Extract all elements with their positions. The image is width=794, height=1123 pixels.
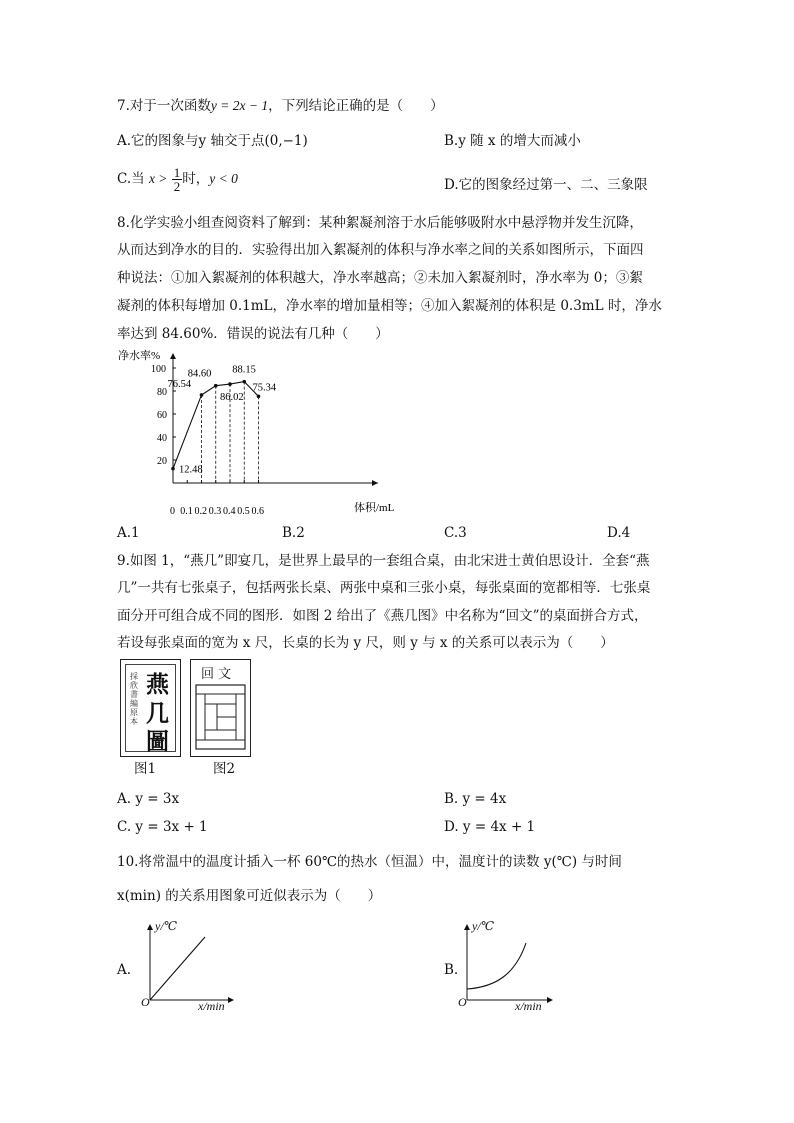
series-line	[173, 382, 259, 469]
data-label: 84.60	[187, 368, 212, 380]
q7-stem: 7.对于一次函数y = 2x − 1，下列结论正确的是（ ）	[117, 98, 444, 114]
x-tick-label: 0.3	[208, 506, 222, 517]
graph-a-plot	[115, 915, 245, 1015]
fraction-one-half: $\frac{1}{2}$	[173, 165, 181, 194]
data-label: 75.34	[252, 382, 277, 394]
data-label: 76.54	[167, 378, 192, 390]
x-tick-label: 0.6	[251, 506, 264, 517]
q9-line-4: 若设每张桌面的宽为 x 尺，长桌的长为 y 尺，则 y 与 x 的关系可以表示为（ ）	[117, 635, 614, 651]
figure-2-huiwen-layout	[190, 659, 251, 757]
graph-a-ylabel: y/℃	[155, 919, 178, 933]
x-tick-label: 0.5	[237, 506, 250, 517]
data-point	[228, 382, 232, 386]
q8-line-4: 凝剂的体积每增加 0.1mL，净水率的增加量相等；④加入絮凝剂的体积是 0.3mL 时，净水	[117, 298, 662, 314]
q8-line-1: 8.化学实验小组查阅资料了解到：某种絮凝剂溶于水后能够吸附水中悬浮物并发生沉降，	[117, 215, 643, 231]
data-point	[242, 380, 246, 384]
graph-a-origin: O	[141, 995, 150, 1009]
q9-line-1: 9.如图 1，“燕几”即宴几，是世界上最早的一套组合桌，由北宋进士黄伯思设计．全套“燕	[117, 553, 650, 569]
q9-option-b[interactable]: B. y = 4x	[444, 791, 507, 807]
x-tick-label: 0.2	[194, 506, 207, 517]
q9-line-3: 面分开可组合成不同的图形．如图 2 给出了《燕几图》中名称为“回文”的桌面拼合方式，	[117, 608, 648, 624]
graph-b-origin: O	[458, 995, 467, 1009]
q7-option-d[interactable]: D.它的图象经过第一、二、三象限	[444, 177, 648, 193]
fig1-title-char-2: 几	[146, 700, 169, 727]
q7-option-a[interactable]: A.它的图象与y 轴交于点(0,−1)	[117, 133, 308, 149]
q10-line-2: x(min) 的关系用图象可近似表示为（ ）	[117, 888, 382, 904]
q9-line-2: 几”一共有七张桌子，包括两张长桌、两张中桌和三张小桌，每张桌面的宽都相等．七张桌	[117, 580, 651, 596]
q8-line-2: 从而达到净水的目的．实验得出加入絮凝剂的体积与净水率之间的关系如图所示，下面四	[117, 242, 644, 258]
y-tick-label: 20	[157, 456, 167, 467]
data-point	[257, 395, 261, 399]
fig1-side-text: 採 欣 書 編 原 本	[130, 672, 138, 726]
graph-b-ylabel: y/℃	[472, 919, 495, 933]
x-tick-label: 0	[170, 506, 175, 517]
figure-1-yanji-book-cover	[120, 659, 181, 757]
fig2-title: 回 文	[201, 667, 232, 682]
data-point	[200, 393, 204, 397]
graph-a-xlabel: x/min	[198, 999, 225, 1013]
y-tick-label: 40	[157, 433, 167, 444]
data-point	[214, 384, 218, 388]
x-axis-arrow	[372, 480, 378, 486]
data-label: 12.48	[179, 464, 203, 476]
graph-a-label: A.	[117, 962, 132, 978]
data-label: 86.02	[220, 392, 244, 404]
q8-option-c[interactable]: C.3	[444, 525, 467, 541]
data-point	[171, 467, 175, 471]
q7-option-b[interactable]: B.y 随 x 的增大而减小	[444, 133, 581, 149]
q8-option-d[interactable]: D.4	[607, 525, 631, 541]
fig1-title-char-1: 燕	[146, 671, 169, 698]
q10-option-b[interactable]	[440, 915, 570, 1015]
y-axis-arrow	[170, 353, 176, 359]
q10-line-1: 10.将常温中的温度计插入一杯 60℃的热水（恒温）中，温度计的读数 y(℃) 与时间	[117, 854, 622, 870]
purification-rate-chart	[110, 345, 410, 520]
y-axis-label: 净水率%	[118, 350, 161, 362]
x-tick-label: 0.1	[180, 506, 193, 517]
q9-option-d[interactable]: D. y = 4x + 1	[444, 819, 536, 835]
graph-a-line	[150, 937, 205, 1000]
q7-option-c[interactable]: C.当 x > $\frac{1}{2}$ 时，y < 0	[117, 165, 238, 194]
x-tick-label: 0.4	[223, 506, 236, 517]
fig1-title-char-3: 圖	[146, 728, 169, 755]
data-label: 88.15	[232, 364, 256, 376]
q9-option-a[interactable]: A. y = 3x	[117, 791, 180, 807]
q8-option-b[interactable]: B.2	[282, 525, 305, 541]
q8-line-5: 率达到 84.60%．错误的说法有几种（ ）	[117, 326, 389, 342]
graph-b-label: B.	[444, 962, 459, 978]
figure-1-caption: 图1	[134, 761, 157, 777]
x-axis-label: 体积/mL	[354, 502, 395, 514]
q8-option-a[interactable]: A.1	[117, 525, 140, 541]
graph-b-curve	[467, 943, 526, 989]
q8-line-3: 种说法：①加入絮凝剂的体积越大，净水率越高；②未加入絮凝剂时，净水率为 0；③絮	[117, 270, 643, 286]
figure-2-caption: 图2	[213, 761, 236, 777]
q9-option-c[interactable]: C. y = 3x + 1	[117, 819, 208, 835]
y-tick-label: 100	[151, 364, 166, 375]
graph-b-xlabel: x/min	[515, 999, 542, 1013]
y-tick-label: 60	[157, 410, 167, 421]
huiwen-table-tiling	[195, 684, 246, 750]
q10-option-a[interactable]	[115, 915, 245, 1015]
y-tick-label: 80	[157, 387, 167, 398]
